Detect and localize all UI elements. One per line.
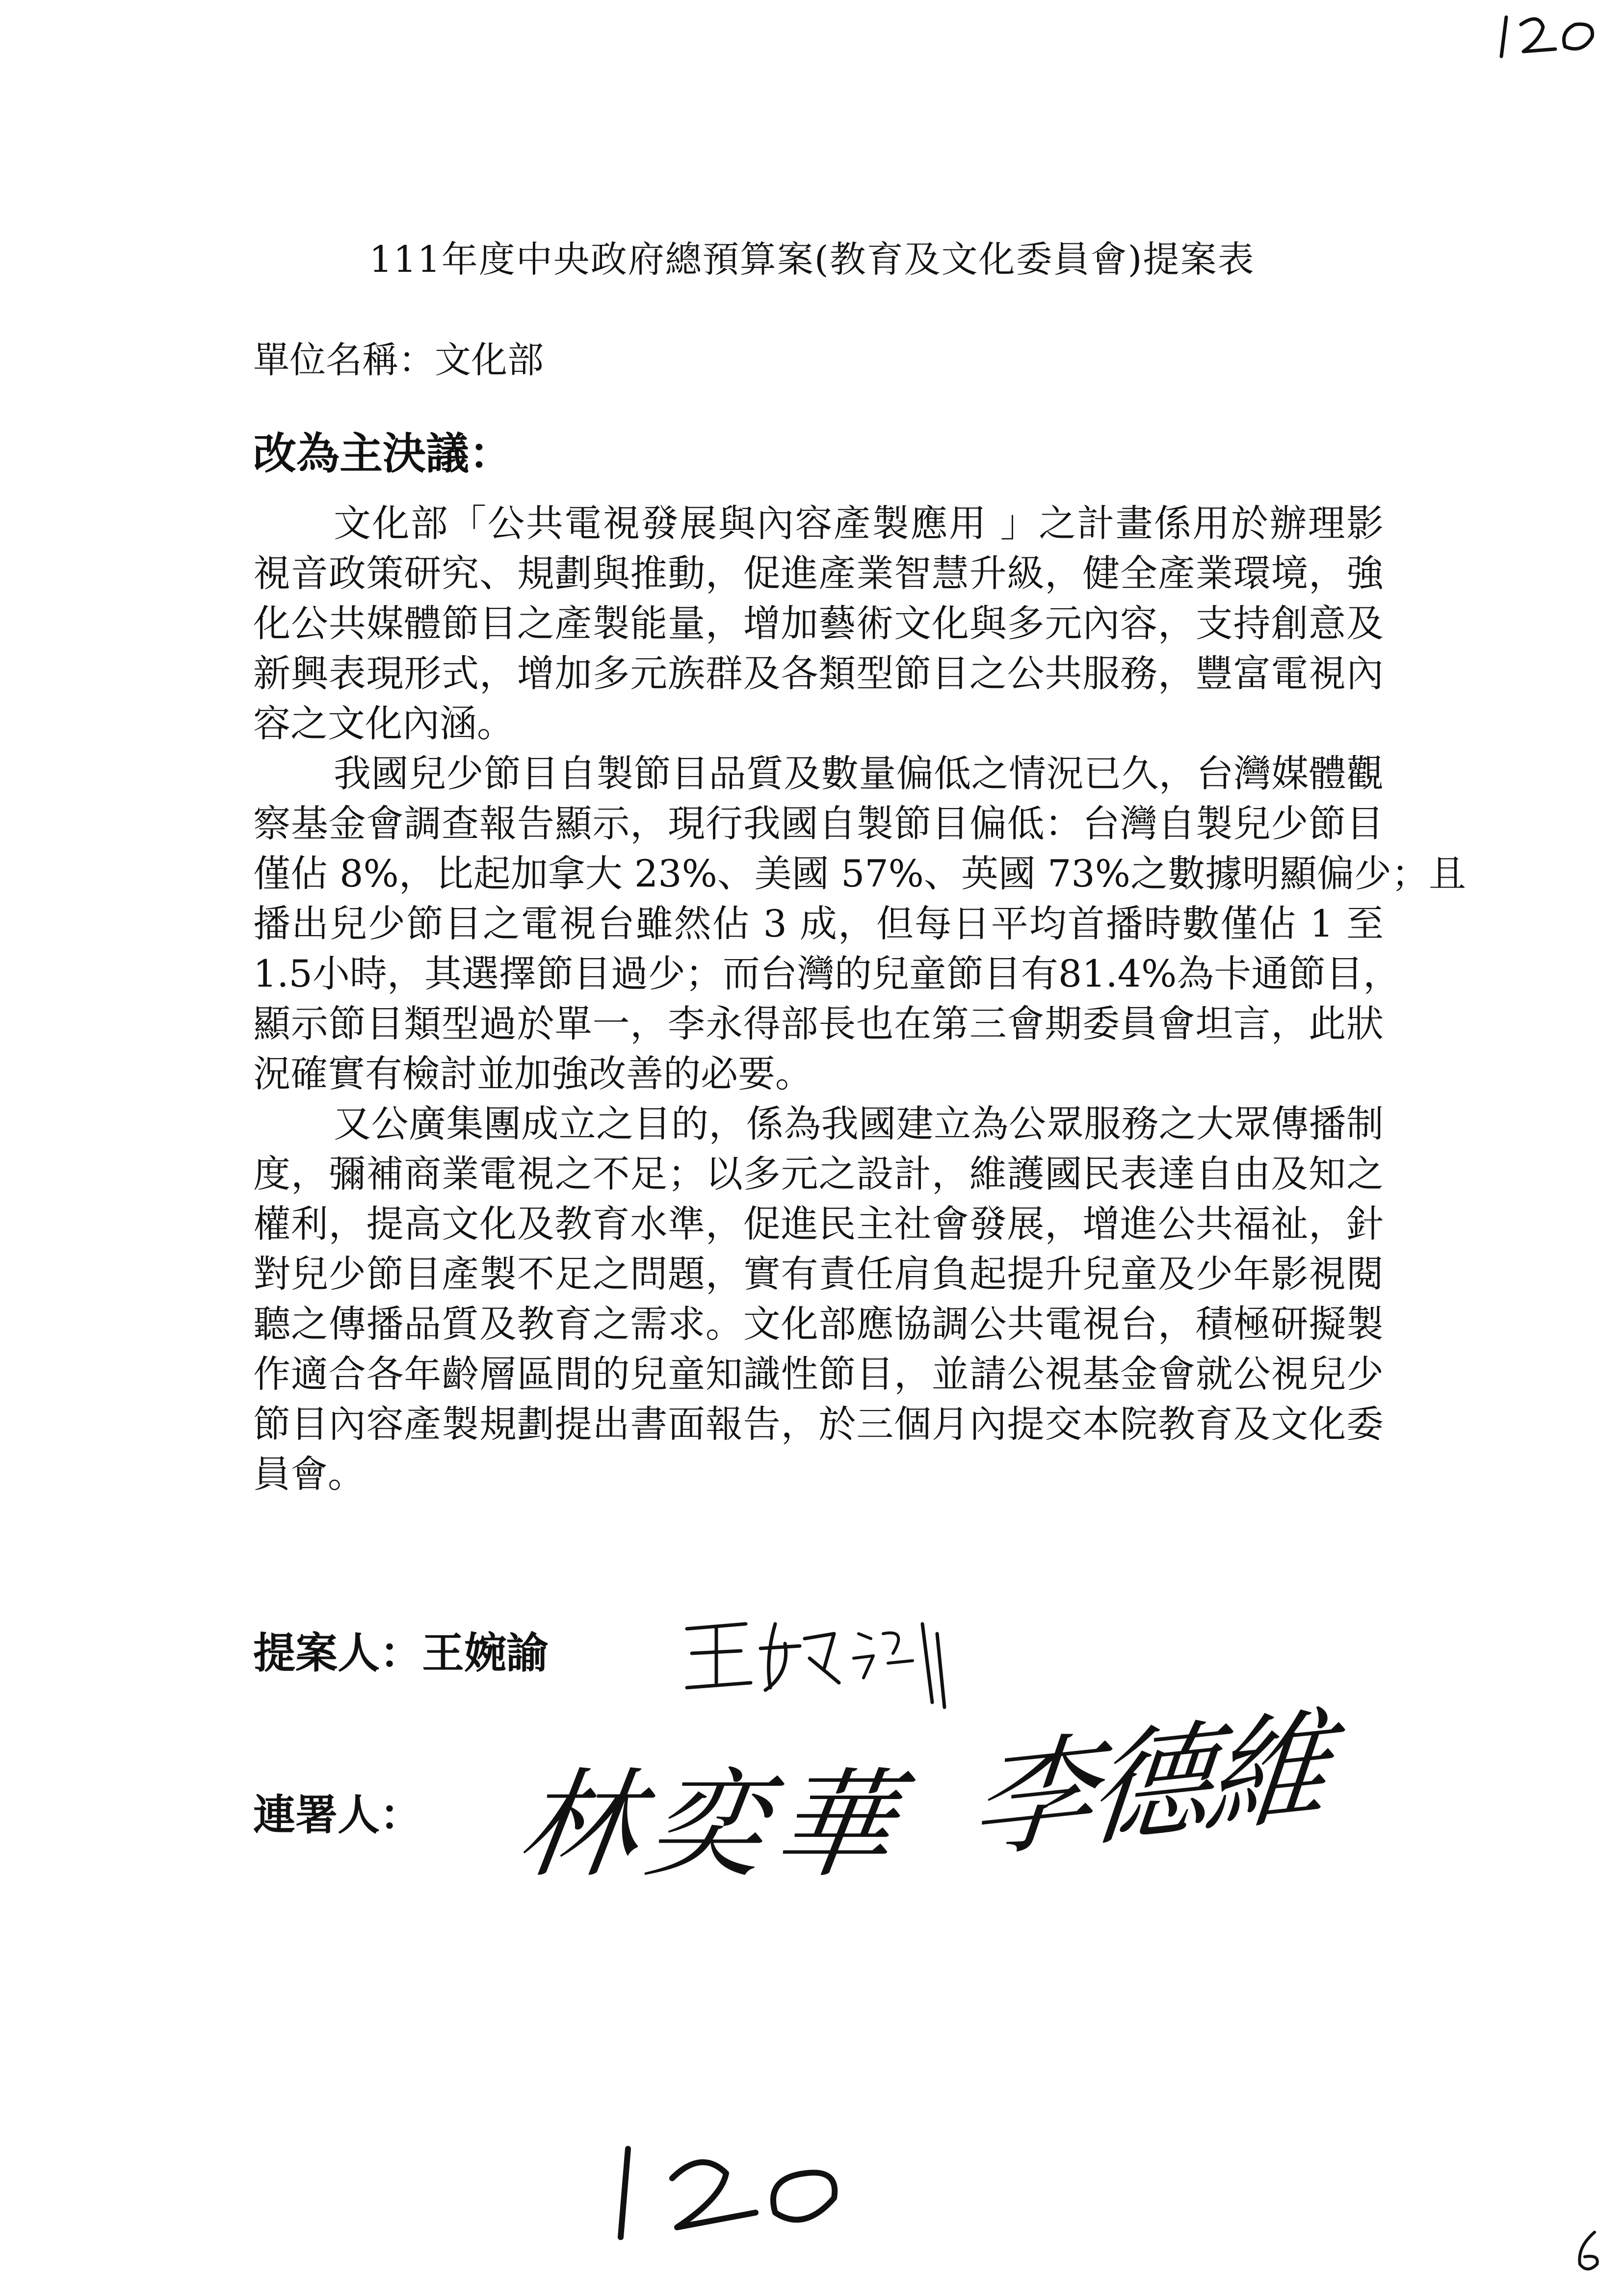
paragraph-line: 節目內容產製規劃提出書面報告，於三個月內提交本院教育及文化委 (253, 1402, 1384, 1446)
paragraph-line: 員會。 (253, 1452, 365, 1496)
cosigner-signature-2: 李德維 (965, 1694, 1332, 1877)
handwritten-sheet-number (1570, 2227, 1609, 2276)
paragraph-line: 容之文化內涵。 (253, 702, 514, 745)
paragraph-line: 化公共媒體節目之產製能量，增加藝術文化與多元內容，支持創意及 (253, 601, 1384, 645)
paragraph-line: 度，彌補商業電視之不足；以多元之設計，維護國民表達自由及知之 (253, 1152, 1384, 1196)
handwritten-page-number-top (1492, 10, 1609, 64)
paragraph-line: 文化部「公共電視發展與內容產製應用 」之計畫係用於辦理影 (334, 501, 1384, 545)
resolution-heading: 改為主決議： (253, 428, 513, 479)
unit-name: 單位名稱：文化部 (253, 339, 544, 381)
document-title: 111年度中央政府總預算案(教育及文化委員會)提案表 (369, 238, 1255, 281)
cosigner-label: 連署人： (253, 1790, 422, 1840)
cosigner-signature-1: 林奕華 (510, 1756, 913, 1894)
paragraph-line: 權利，提高文化及教育水準，促進民主社會發展，增進公共福祉，針 (253, 1202, 1384, 1246)
paragraph-line: 視音政策研究、規劃與推動，促進產業智慧升級，健全產業環境，強 (253, 551, 1384, 595)
paragraph-line: 播出兒少節目之電視台雖然佔 3 成，但每日平均首播時數僅佔 1 至 (253, 902, 1384, 945)
paragraph-line: 況確實有檢討並加強改善的必要。 (253, 1052, 812, 1096)
resolution-body (253, 498, 1466, 1499)
paragraph-line: 1.5小時，其選擇節目過少；而台灣的兒童節目有81.4%為卡通節目， (253, 952, 1401, 995)
paragraph-line: 聽之傳播品質及教育之需求。文化部應協調公共電視台，積極研擬製 (253, 1302, 1384, 1346)
paragraph-line: 察基金會調查報告顯示，現行我國自製節目偏低：台灣自製兒少節目 (253, 802, 1384, 845)
proposer-signature (677, 1604, 952, 1712)
paragraph-line: 作適合各年齡層區間的兒童知識性節目，並請公視基金會就公視兒少 (253, 1352, 1384, 1396)
paragraph-line: 新興表現形式，增加多元族群及各類型節目之公共服務，豐富電視內 (253, 652, 1384, 695)
proposer-label: 提案人：王婉諭 (253, 1628, 549, 1678)
paragraph-line: 僅佔 8%，比起加拿大 23%、美國 57%、英國 73%之數據明顯偏少；且 (253, 852, 1466, 895)
paragraph-line: 對兒少節目產製不足之問題，實有責任肩負起提升兒童及少年影視閱 (253, 1252, 1384, 1296)
paragraph-line: 又公廣集團成立之目的，係為我國建立為公眾服務之大眾傳播制 (334, 1102, 1384, 1146)
paragraph-line: 我國兒少節目自製節目品質及數量偏低之情況已久，台灣媒體觀 (334, 752, 1384, 795)
paragraph-line: 顯示節目類型過於單一，李永得部長也在第三會期委員會坦言，此狀 (253, 1002, 1384, 1045)
handwritten-page-number-bottom (608, 2139, 854, 2247)
